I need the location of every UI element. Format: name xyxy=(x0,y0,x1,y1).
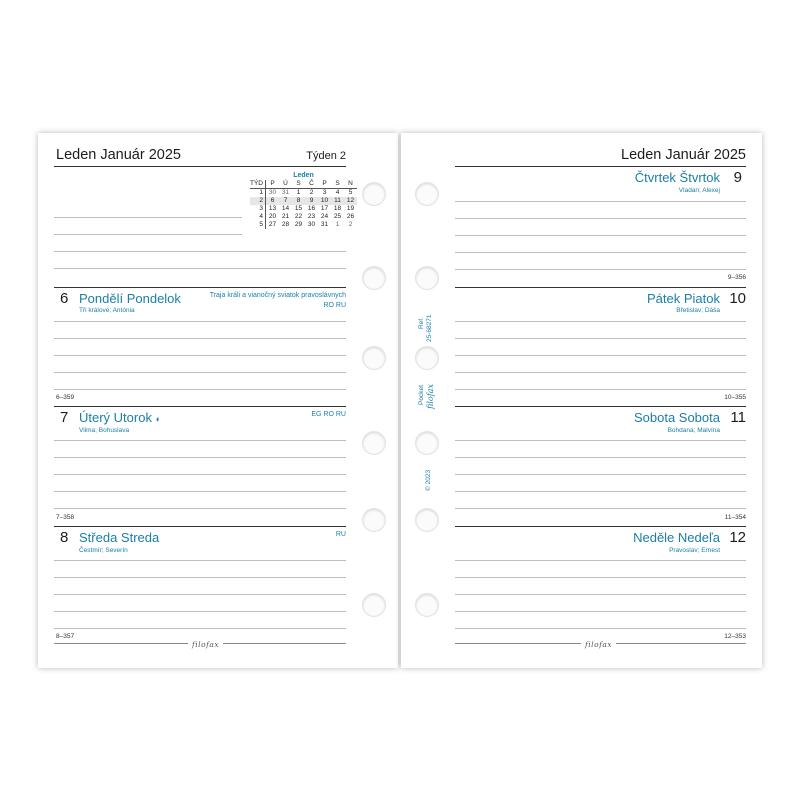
day-name: Pondělí Pondelok xyxy=(79,291,181,306)
mini-calendar-week-number: 4 xyxy=(250,213,266,221)
mini-calendar-day: 25 xyxy=(333,213,342,220)
note-line xyxy=(455,389,746,390)
note-line xyxy=(54,234,242,235)
day-rule xyxy=(455,287,746,288)
mini-calendar-day: 1 xyxy=(296,189,301,196)
day-name-label: Úterý Utorok xyxy=(79,410,152,425)
day-of-year: 7–358 xyxy=(56,514,75,521)
day-name: Čtvrtek Štvrtok xyxy=(634,170,720,185)
mini-calendar-day: 2 xyxy=(348,221,353,228)
mini-calendar-day: 16 xyxy=(307,205,316,212)
punch-hole xyxy=(415,266,439,290)
note-line xyxy=(54,594,346,595)
mini-calendar-header-cell: N xyxy=(344,180,357,189)
pocket-label: Pocket xyxy=(418,385,425,405)
mini-calendar-day: 22 xyxy=(294,213,303,220)
note-line xyxy=(54,491,346,492)
note-line xyxy=(455,491,746,492)
header-rule xyxy=(455,166,746,167)
note-line xyxy=(54,389,346,390)
mini-calendar-day: 8 xyxy=(296,197,301,204)
mini-calendar-day: 28 xyxy=(281,221,290,228)
note-line xyxy=(455,218,746,219)
mini-calendar-header-cell: Č xyxy=(305,180,318,189)
note-line xyxy=(455,611,746,612)
name-days: Tři králové; Antónia xyxy=(79,307,135,314)
punch-hole xyxy=(362,593,386,617)
mini-calendar-week-number: 3 xyxy=(250,205,266,213)
day-name: Pátek Piatok xyxy=(647,291,720,306)
holiday-note: Traja králi a vianočný sviatok pravoslávnych xyxy=(209,292,346,299)
day-name: Středa Streda xyxy=(79,530,160,545)
day-of-year: 8–357 xyxy=(56,633,75,640)
mini-calendar-day: 2 xyxy=(309,189,314,196)
note-line xyxy=(455,355,746,356)
note-line xyxy=(54,251,346,252)
mini-calendar-day: 7 xyxy=(283,197,288,204)
day-rule xyxy=(54,526,346,527)
note-line xyxy=(455,338,746,339)
punch-hole xyxy=(362,431,386,455)
mini-calendar-day: 30 xyxy=(307,221,316,228)
day-name: Sobota Sobota xyxy=(633,410,720,425)
mini-calendar-day: 31 xyxy=(320,221,329,228)
mini-calendar-day: 19 xyxy=(346,205,355,212)
note-line xyxy=(54,457,346,458)
day-rule xyxy=(54,406,346,407)
mini-calendar-header-cell: S xyxy=(292,180,305,189)
day-number: 8 xyxy=(60,529,69,546)
day-number: 6 xyxy=(60,290,69,307)
punch-hole xyxy=(362,508,386,532)
note-line xyxy=(54,440,346,441)
note-line xyxy=(54,611,346,612)
mini-calendar-day: 29 xyxy=(294,221,303,228)
note-line xyxy=(455,252,746,253)
punch-hole xyxy=(415,593,439,617)
note-line xyxy=(455,508,746,509)
day-number: 10 xyxy=(729,290,746,307)
day-rule xyxy=(455,526,746,527)
note-line xyxy=(455,594,746,595)
mini-calendar-day: 23 xyxy=(307,213,316,220)
note-line xyxy=(54,577,346,578)
day-of-year: 6–359 xyxy=(56,394,75,401)
mini-calendar-day: 30 xyxy=(268,189,277,196)
country-codes: RU xyxy=(335,531,346,538)
header-rule xyxy=(54,166,346,167)
note-line xyxy=(54,338,346,339)
day-number: 11 xyxy=(730,409,746,426)
right-page-title: Leden Január 2025 xyxy=(621,147,746,163)
day-of-year: 10–355 xyxy=(724,394,746,401)
note-line xyxy=(455,457,746,458)
mini-calendar-day: 20 xyxy=(268,213,277,220)
mini-calendar-day: 17 xyxy=(320,205,329,212)
mini-calendar-day: 3 xyxy=(322,189,327,196)
mini-calendar-header-cell: S xyxy=(331,180,344,189)
name-days: Vilma; Bohuslava xyxy=(79,427,130,434)
note-line xyxy=(54,268,346,269)
mini-calendar-day: 27 xyxy=(268,221,277,228)
ref-code: 25-68271 xyxy=(426,314,433,342)
mini-calendar-day: 13 xyxy=(268,205,277,212)
name-days: Čestmír; Severín xyxy=(79,547,128,554)
mini-calendar-day: 4 xyxy=(335,189,340,196)
note-line xyxy=(54,474,346,475)
punch-hole xyxy=(415,431,439,455)
mini-calendar-day: 21 xyxy=(281,213,290,220)
punch-hole xyxy=(362,266,386,290)
punch-hole xyxy=(362,346,386,370)
name-days: Vladan; Alexej xyxy=(678,187,720,194)
punch-hole xyxy=(415,182,439,206)
week-label: Týden 2 xyxy=(306,150,346,162)
note-line xyxy=(455,321,746,322)
note-line xyxy=(455,201,746,202)
name-days: Břetislav; Dáša xyxy=(676,307,720,314)
right-page xyxy=(401,133,762,668)
mini-calendar-day: 24 xyxy=(320,213,329,220)
note-line xyxy=(455,628,746,629)
mini-calendar-grid xyxy=(250,180,357,229)
mini-calendar-day: 1 xyxy=(335,221,340,228)
mini-calendar-day: 18 xyxy=(333,205,342,212)
day-name xyxy=(79,410,161,425)
day-number: 12 xyxy=(729,529,746,546)
punch-hole xyxy=(415,508,439,532)
mini-calendar-day: 15 xyxy=(294,205,303,212)
note-line xyxy=(54,508,346,509)
left-page-title: Leden Január 2025 xyxy=(56,147,181,163)
note-line xyxy=(455,474,746,475)
day-rule xyxy=(54,287,346,288)
note-line xyxy=(455,269,746,270)
moon-phase-icon: ◐ xyxy=(155,414,162,424)
mini-calendar xyxy=(250,172,357,229)
mini-calendar-day: 11 xyxy=(334,197,341,204)
mini-calendar-day: 12 xyxy=(346,197,355,204)
ref-label: Ref. xyxy=(418,317,425,329)
day-number: 7 xyxy=(60,409,69,426)
mini-calendar-month: Leden xyxy=(293,172,314,179)
day-rule xyxy=(455,406,746,407)
note-line xyxy=(54,217,242,218)
note-line xyxy=(455,372,746,373)
note-line xyxy=(455,577,746,578)
mini-calendar-day: 14 xyxy=(281,205,290,212)
mini-calendar-week-number: 1 xyxy=(250,189,266,198)
punch-hole xyxy=(362,182,386,206)
mini-calendar-week-number: 2 xyxy=(250,197,266,205)
mini-calendar-day: 5 xyxy=(348,189,353,196)
punch-hole xyxy=(415,346,439,370)
note-line xyxy=(54,355,346,356)
mini-calendar-day: 6 xyxy=(270,197,275,204)
day-name: Neděle Nedeľa xyxy=(633,530,720,545)
day-of-year: 12–353 xyxy=(724,633,746,640)
country-codes: RO RU xyxy=(323,302,346,309)
mini-calendar-header-cell: P xyxy=(266,180,280,189)
note-line xyxy=(54,628,346,629)
country-codes: EG RO RU xyxy=(311,411,346,418)
mini-calendar-week-number: 5 xyxy=(250,221,266,229)
note-line xyxy=(455,560,746,561)
mini-calendar-header-cell: TÝD xyxy=(250,180,266,189)
spine-filofax-logo: filofax xyxy=(426,384,435,409)
mini-calendar-day: 10 xyxy=(320,197,329,204)
mini-calendar-header-cell: P xyxy=(318,180,331,189)
note-line xyxy=(455,440,746,441)
note-line xyxy=(54,560,346,561)
filofax-logo: filofax xyxy=(581,640,616,649)
mini-calendar-day: 9 xyxy=(309,197,314,204)
mini-calendar-day: 31 xyxy=(281,189,290,196)
day-of-year: 11–354 xyxy=(724,514,746,521)
note-line xyxy=(455,235,746,236)
left-page xyxy=(38,133,398,668)
filofax-logo: filofax xyxy=(188,640,223,649)
day-number: 9 xyxy=(733,169,742,186)
name-days: Pravoslav; Ernest xyxy=(669,547,720,554)
note-line xyxy=(54,372,346,373)
note-line xyxy=(54,321,346,322)
name-days: Bohdana; Malvína xyxy=(667,427,720,434)
day-of-year: 9–356 xyxy=(727,274,746,281)
mini-calendar-day: 26 xyxy=(346,213,355,220)
copyright: © 2023 xyxy=(425,469,432,491)
mini-calendar-header-cell: Ú xyxy=(279,180,292,189)
